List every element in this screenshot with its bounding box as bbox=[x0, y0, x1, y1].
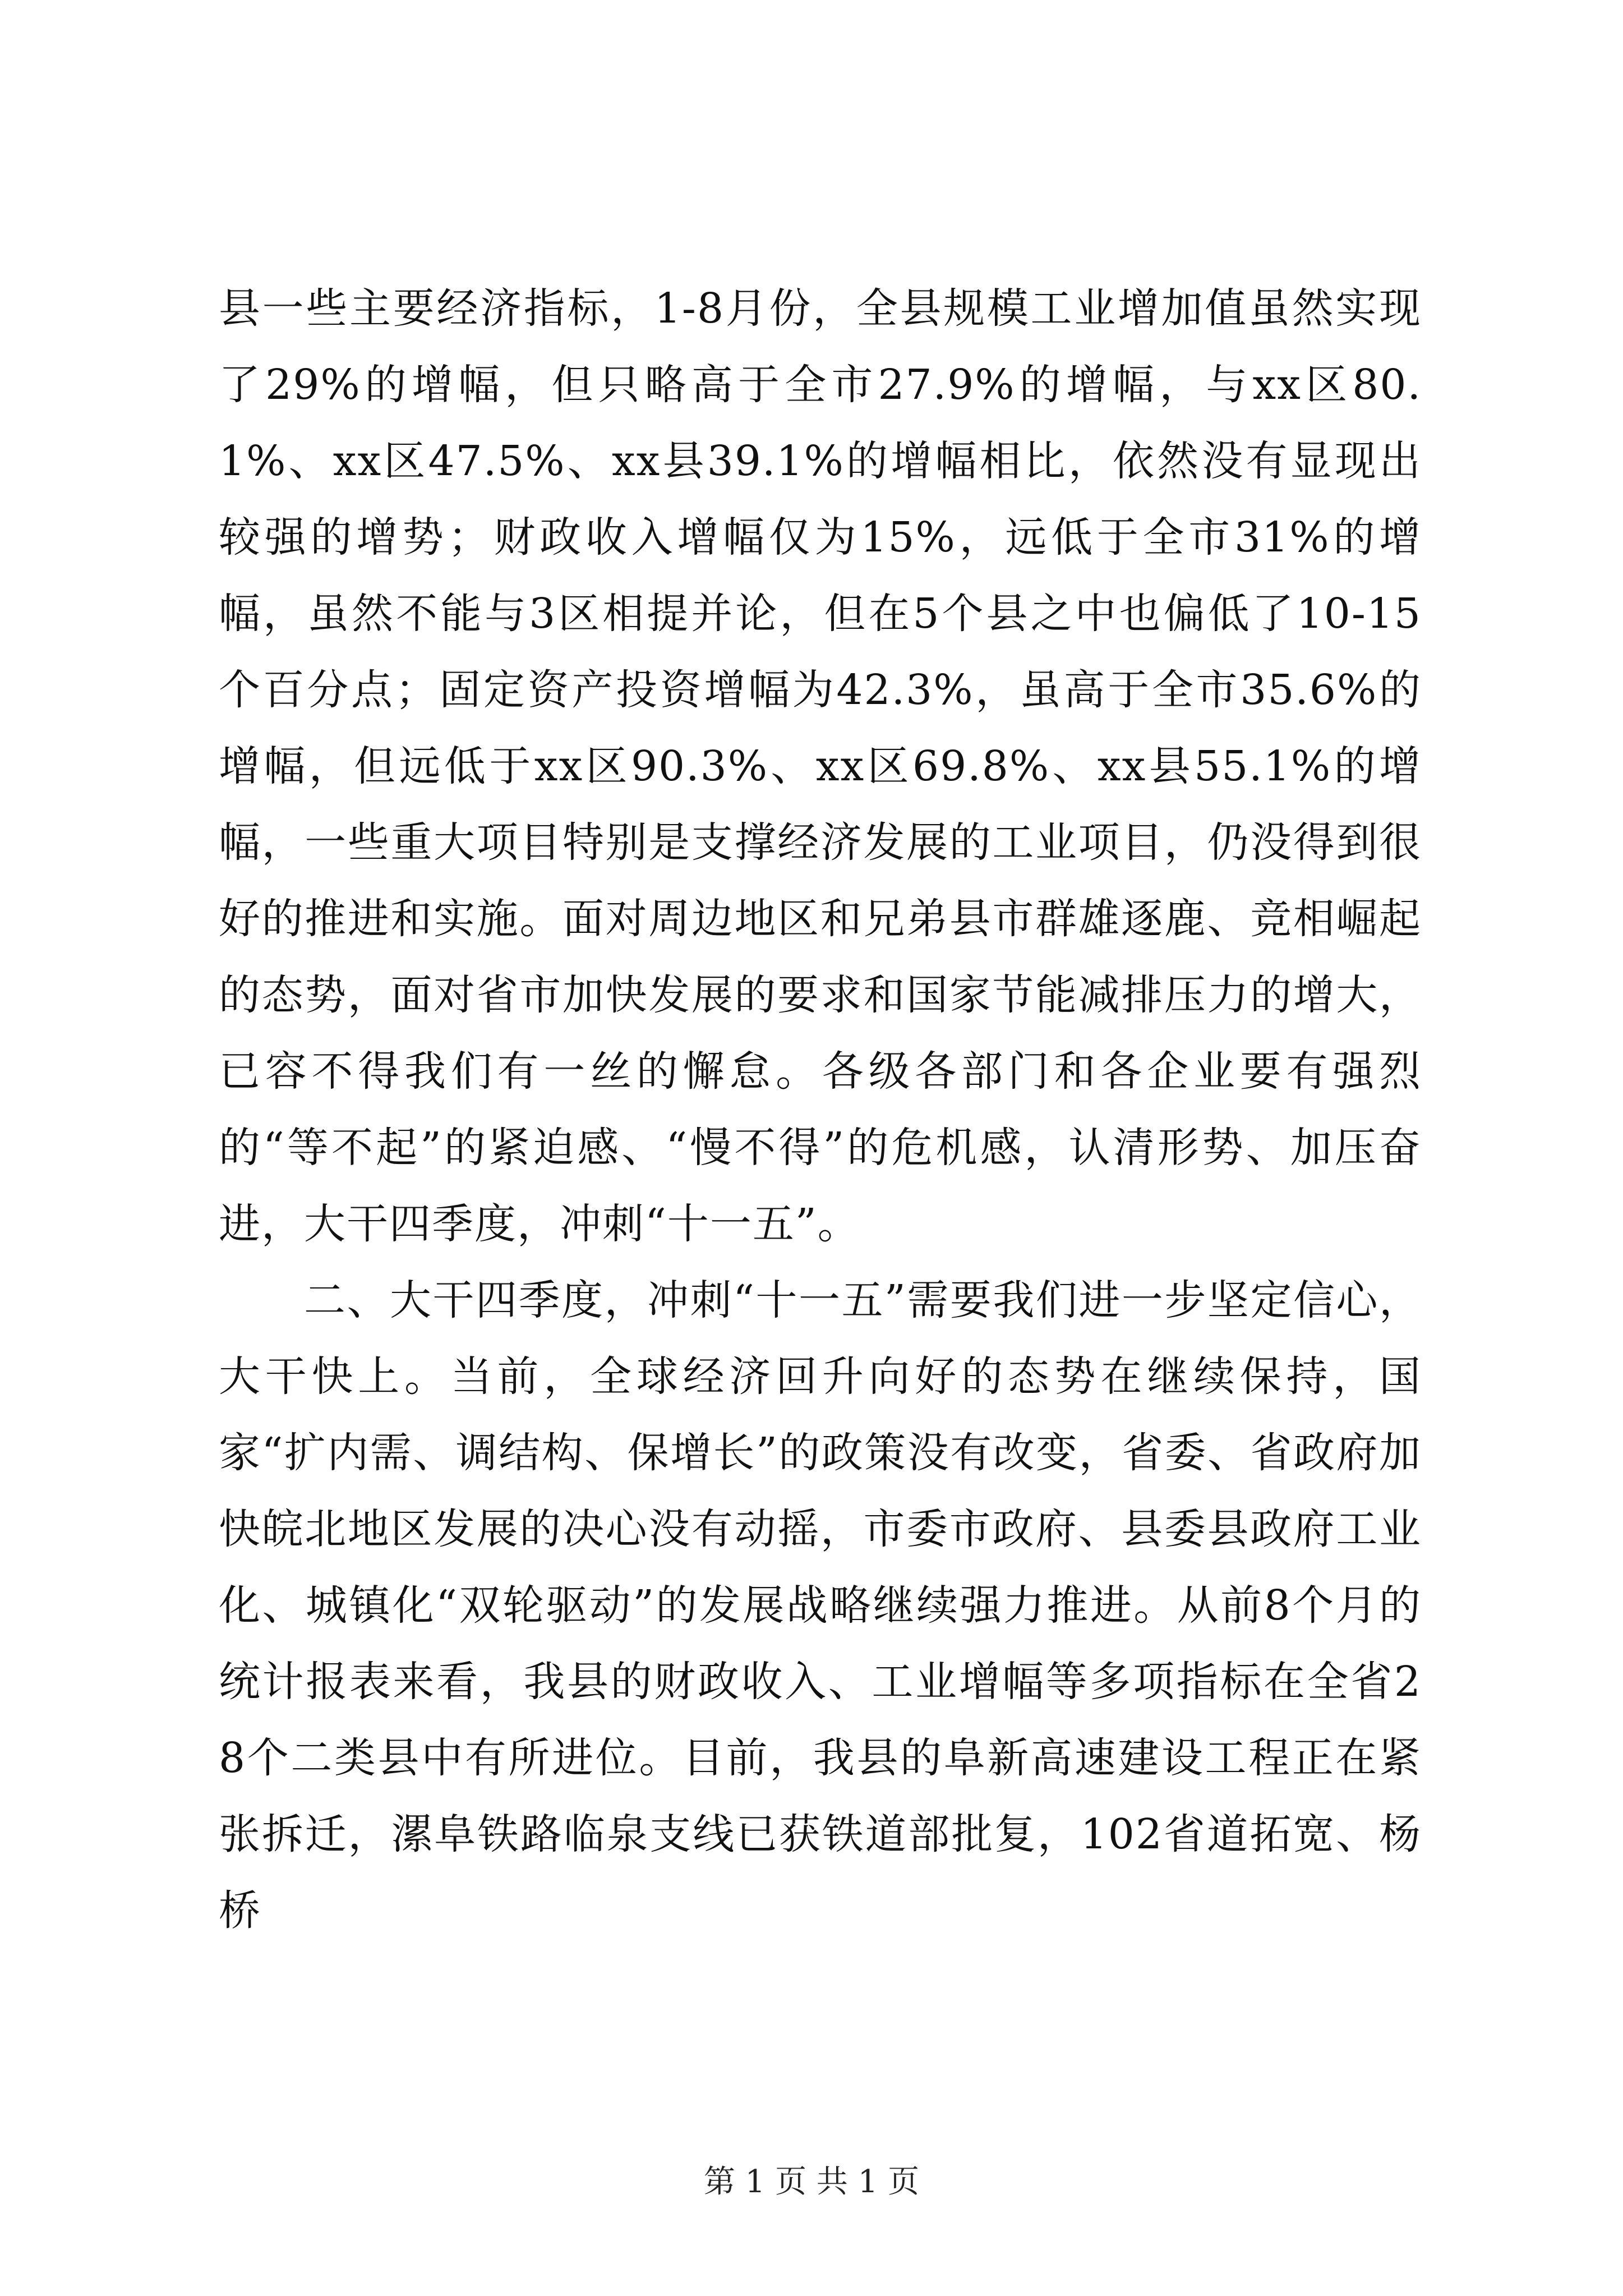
page-footer: 第 1 页 共 1 页 bbox=[703, 2164, 920, 2200]
paragraph-1: 县一些主要经济指标，1-8月份，全县规模工业增加值虽然实现了29%的增幅，但只略高于全市27.9%的增幅，与xx区80.1%、xx区47.5%、xx县39.1%的增幅相比，依然没有显现出较强的增势；财政收入增幅仅为15%，远低于全市31%的增幅，虽然不能与3区相提并论，但在5个县之中也偏低了10-15个百分点；固定资产投资增幅为42.3%，虽高于全市35.6%的增幅，但远低于xx区90.3%、xx区69.8%、xx县55.1%的增幅，一些重大项目特别是支撑经济发展的工业项目，仍没得到很好的推进和实施。面对周边地区和兄弟县市群雄逐鹿、竞相崛起的态势，面对省市加快发展的要求和国家节能减排压力的增大，已容不得我们有一丝的懈怠。各级各部门和各企业要有强烈的“等不起”的紧迫感、“慢不得”的危机感，认清形势、加压奋进，大干四季度，冲刺“十一五”。 bbox=[219, 284, 1422, 1248]
paragraph-2: 二、大干四季度，冲刺“十一五”需要我们进一步坚定信心，大干快上。当前，全球经济回升向好的态势在继续保持，国家“扩内需、调结构、保增长”的政策没有改变，省委、省政府加快皖北地区发展的决心没有动摇，市委市政府、县委县政府工业化、城镇化“双轮驱动”的发展战略继续强力推进。从前8个月的统计报表来看，我县的财政收入、工业增幅等多项指标在全省28个二类县中有所进位。目前，我县的阜新高速建设工程正在紧张拆迁，漯阜铁路临泉支线已获铁道部批复，102省道拓宽、杨桥 bbox=[219, 1276, 1422, 1935]
document-body bbox=[219, 270, 1422, 1949]
